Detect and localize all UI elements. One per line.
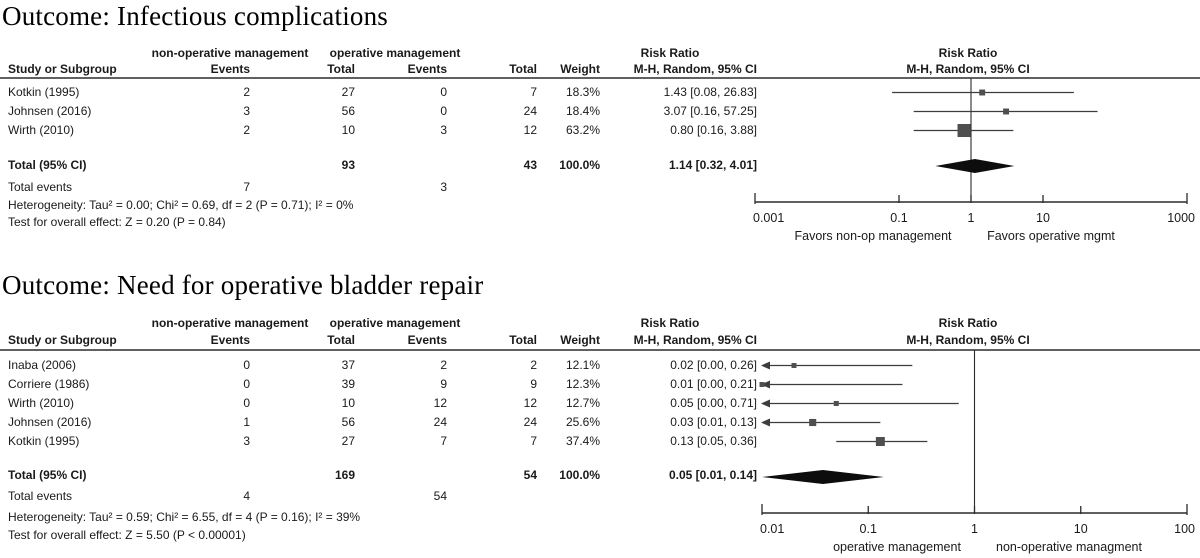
study-name: Johnsen (2016) xyxy=(8,104,92,118)
study-name: Kotkin (1995) xyxy=(8,85,80,99)
events-header-nonop: Events xyxy=(210,62,250,76)
op-events: 0 xyxy=(440,104,447,118)
study-row xyxy=(0,397,1200,411)
study-row xyxy=(0,416,1200,430)
total-row xyxy=(0,159,1200,173)
total-rr: 1.14 [0.32, 4.01] xyxy=(668,158,757,172)
column-header-row xyxy=(0,334,1200,348)
axis-tick-label: 0.1 xyxy=(890,211,908,225)
nonop-total: 39 xyxy=(341,377,355,391)
study-name: Corriere (1986) xyxy=(8,377,90,391)
study-row xyxy=(0,105,1200,119)
nonop-events: 0 xyxy=(243,396,250,410)
group-header-nonoperative: non-operative management xyxy=(151,46,309,60)
total-events-nonop: 4 xyxy=(243,489,250,503)
total-events-row xyxy=(0,490,1200,504)
total-label: Total (95% CI) xyxy=(8,468,87,482)
total-header-nonop: Total xyxy=(327,333,355,347)
op-events: 0 xyxy=(440,85,447,99)
op-events: 3 xyxy=(440,123,447,137)
op-total: 24 xyxy=(523,415,537,429)
axis-tick-label: 1 xyxy=(967,211,975,225)
weight-header: Weight xyxy=(560,333,600,347)
outcome-title: Outcome: Need for operative bladder repair xyxy=(2,270,484,300)
weight-value: 18.4% xyxy=(565,104,600,118)
total-rr: 0.05 [0.01, 0.14] xyxy=(668,468,757,482)
overall-effect-text: Test for overall effect: Z = 0.20 (P = 0.84) xyxy=(8,215,226,229)
heterogeneity-row xyxy=(0,511,1200,525)
risk-ratio-value: 0.05 [0.00, 0.71] xyxy=(670,396,757,410)
nonop-events: 2 xyxy=(243,85,250,99)
group-header-nonoperative: non-operative management xyxy=(151,316,309,330)
study-row xyxy=(0,378,1200,392)
weight-value: 12.1% xyxy=(565,358,600,372)
total-nonop: 93 xyxy=(341,158,355,172)
nonop-total: 27 xyxy=(341,434,355,448)
mh-ci-plot-header: M-H, Random, 95% CI xyxy=(906,62,1030,76)
total-op: 43 xyxy=(523,158,537,172)
group-header-row xyxy=(0,317,1200,331)
overall-effect-row xyxy=(0,529,1200,543)
op-events: 9 xyxy=(440,377,447,391)
weight-value: 12.7% xyxy=(565,396,600,410)
total-weight: 100.0% xyxy=(559,158,600,172)
risk-ratio-value: 3.07 [0.16, 57.25] xyxy=(663,104,757,118)
weight-value: 25.6% xyxy=(565,415,600,429)
nonop-total: 37 xyxy=(341,358,355,372)
weight-header: Weight xyxy=(560,62,600,76)
total-header-nonop: Total xyxy=(327,62,355,76)
risk-ratio-column-header: Risk Ratio xyxy=(640,316,700,330)
risk-ratio-plot-header: Risk Ratio xyxy=(938,46,998,60)
risk-ratio-value: 0.01 [0.00, 0.21] xyxy=(670,377,757,391)
group-header-operative: operative management xyxy=(329,46,461,60)
overall-effect-row xyxy=(0,216,1200,230)
axis-tick-label: 0.001 xyxy=(753,211,785,225)
risk-ratio-value: 0.03 [0.01, 0.13] xyxy=(670,415,757,429)
total-header-op: Total xyxy=(509,333,537,347)
total-events-row xyxy=(0,181,1200,195)
study-name: Wirth (2010) xyxy=(8,123,75,137)
total-events-label: Total events xyxy=(8,489,73,503)
heterogeneity-row xyxy=(0,199,1200,213)
op-total: 12 xyxy=(523,396,537,410)
study-header: Study or Subgroup xyxy=(8,333,117,347)
favors-right-label: Favors operative mgmt xyxy=(987,229,1115,243)
weight-value: 37.4% xyxy=(565,434,600,448)
op-events: 7 xyxy=(440,434,447,448)
outcome-title: Outcome: Infectious complications xyxy=(2,1,388,31)
total-events-label: Total events xyxy=(8,180,73,194)
nonop-total: 56 xyxy=(341,104,355,118)
axis-tick-label: 100 xyxy=(1174,522,1195,536)
risk-ratio-value: 0.13 [0.05, 0.36] xyxy=(670,434,757,448)
risk-ratio-value: 0.80 [0.16, 3.88] xyxy=(670,123,757,137)
axis-tick-label: 1 xyxy=(971,522,978,536)
events-header-nonop: Events xyxy=(210,333,250,347)
column-header-row xyxy=(0,63,1200,77)
weight-value: 63.2% xyxy=(565,123,600,137)
risk-ratio-value: 1.43 [0.08, 26.83] xyxy=(663,85,757,99)
op-total: 2 xyxy=(530,358,537,372)
group-header-operative: operative management xyxy=(329,316,461,330)
events-header-op: Events xyxy=(407,333,447,347)
op-total: 12 xyxy=(523,123,537,137)
total-header-op: Total xyxy=(509,62,537,76)
risk-ratio-plot-header: Risk Ratio xyxy=(938,316,998,330)
nonop-events: 2 xyxy=(243,123,250,137)
op-total: 7 xyxy=(530,434,537,448)
study-name: Kotkin (1995) xyxy=(8,434,80,448)
events-header-op: Events xyxy=(407,62,447,76)
group-header-row xyxy=(0,47,1200,61)
weight-value: 12.3% xyxy=(565,377,600,391)
nonop-events: 0 xyxy=(243,358,250,372)
total-events-nonop: 7 xyxy=(243,180,250,194)
favors-left-label: operative management xyxy=(833,540,961,554)
nonop-total: 10 xyxy=(341,396,355,410)
total-nonop: 169 xyxy=(334,468,355,482)
op-total: 9 xyxy=(530,377,537,391)
overall-effect-text: Test for overall effect: Z = 5.50 (P < 0.00001) xyxy=(8,528,246,542)
nonop-total: 10 xyxy=(341,123,355,137)
total-row xyxy=(0,469,1200,483)
study-row xyxy=(0,359,1200,373)
heterogeneity-text: Heterogeneity: Tau² = 0.59; Chi² = 6.55, df = 4 (P = 0.16); I² = 39% xyxy=(8,510,361,524)
axis-tick-label: 0.1 xyxy=(859,522,877,536)
total-events-op: 3 xyxy=(440,180,447,194)
axis-tick-label: 10 xyxy=(1036,211,1050,225)
op-events: 24 xyxy=(433,415,447,429)
axis-tick-label: 10 xyxy=(1073,522,1088,536)
heterogeneity-text: Heterogeneity: Tau² = 0.00; Chi² = 0.69, df = 2 (P = 0.71); I² = 0% xyxy=(8,198,354,212)
op-events: 2 xyxy=(440,358,447,372)
risk-ratio-column-header: Risk Ratio xyxy=(640,46,700,60)
mh-ci-header: M-H, Random, 95% CI xyxy=(633,333,757,347)
nonop-events: 0 xyxy=(243,377,250,391)
nonop-events: 3 xyxy=(243,434,250,448)
favors-left-label: Favors non-op management xyxy=(794,229,952,243)
risk-ratio-value: 0.02 [0.00, 0.26] xyxy=(670,358,757,372)
study-name: Johnsen (2016) xyxy=(8,415,92,429)
study-header: Study or Subgroup xyxy=(8,62,117,76)
study-name: Wirth (2010) xyxy=(8,396,75,410)
weight-value: 18.3% xyxy=(565,85,600,99)
op-events: 12 xyxy=(433,396,447,410)
total-label: Total (95% CI) xyxy=(8,158,87,172)
mh-ci-header: M-H, Random, 95% CI xyxy=(633,62,757,76)
study-row xyxy=(0,124,1200,138)
study-row xyxy=(0,86,1200,100)
op-total: 7 xyxy=(530,85,537,99)
nonop-events: 1 xyxy=(243,415,250,429)
study-name: Inaba (2006) xyxy=(8,358,77,372)
study-row xyxy=(0,435,1200,449)
total-op: 54 xyxy=(523,468,537,482)
axis-tick-label: 0.01 xyxy=(760,522,785,536)
nonop-total: 27 xyxy=(341,85,355,99)
axis-tick-label: 1000 xyxy=(1167,211,1195,225)
nonop-events: 3 xyxy=(243,104,250,118)
total-events-op: 54 xyxy=(433,489,447,503)
favors-right-label: non-operative managment xyxy=(996,540,1142,554)
op-total: 24 xyxy=(523,104,537,118)
total-weight: 100.0% xyxy=(559,468,600,482)
mh-ci-plot-header: M-H, Random, 95% CI xyxy=(906,333,1030,347)
nonop-total: 56 xyxy=(341,415,355,429)
